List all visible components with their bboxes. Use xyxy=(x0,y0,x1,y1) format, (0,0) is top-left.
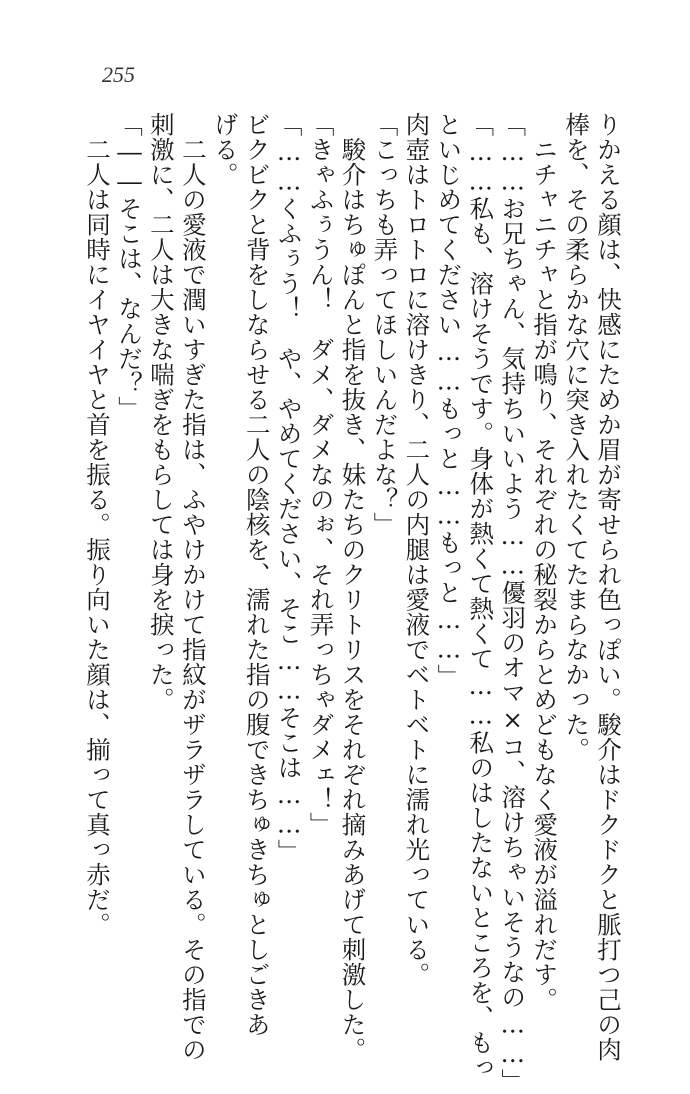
text-column: 肉壺はトロトロに溶けきり、二人の内腿は愛液でベトベトに濡れ光っている。 xyxy=(402,112,432,987)
text-column: りかえる顔は、快感にためか眉が寄せられ色っぽい。駿介はドクドクと脈打つ己の肉 xyxy=(594,112,623,1062)
page-number: 255 xyxy=(102,62,135,87)
body-text xyxy=(80,112,623,1094)
text-column: ニチャニチャと指が鳴り、それぞれの秘裂からとめどもなく愛液が溢れだす。 xyxy=(530,137,560,1012)
text-column: げる。 xyxy=(210,112,240,187)
text-column: 棒を、その柔らかな穴に突き入れたくてたまらなかった。 xyxy=(562,112,592,762)
text-column: 「こっちも弄ってほしいんだよな？」 xyxy=(370,112,400,537)
text-column: 「……お兄ちゃん、気持ちいいよう……優羽のオマ×コ、溶けちゃいそうなの……」 xyxy=(498,112,528,1094)
text-column: 二人の愛液で潤いすぎた指は、ふやけかけて指紋がザラザラしている。その指での xyxy=(178,137,208,1062)
text-column: 刺激に、二人は大きな喘ぎをもらしては身を捩った。 xyxy=(146,112,176,712)
text-column: ビクビクと背をしならせる二人の陰核を、濡れた指の腹できちゅきちゅとしごきあ xyxy=(242,112,272,1037)
text-column: といじめてください……もっと……もっと……」 xyxy=(434,112,464,689)
text-column: 二人は同時にイヤイヤと首を振る。振り向いた顔は、揃って真っ赤だ。 xyxy=(83,137,112,937)
text-column: 「きゃふぅうん！ ダメ、ダメなのぉ、それ弄っちゃダメェ！」 xyxy=(306,112,336,837)
text-column: 「……くふぅう！ や、やめてください、そこ……そこは……」 xyxy=(274,112,304,864)
text-column: 「――そこは、なんだ？」 xyxy=(114,112,144,421)
text-column: 「……私も、溶けそうです。身体が熱くて熱くて……私のはしたないところを、もっ xyxy=(466,112,496,1080)
text-column: 駿介はちゅぽんと指を抜き、妹たちのクリトリスをそれぞれ摘みあげて刺激した。 xyxy=(338,137,368,1062)
